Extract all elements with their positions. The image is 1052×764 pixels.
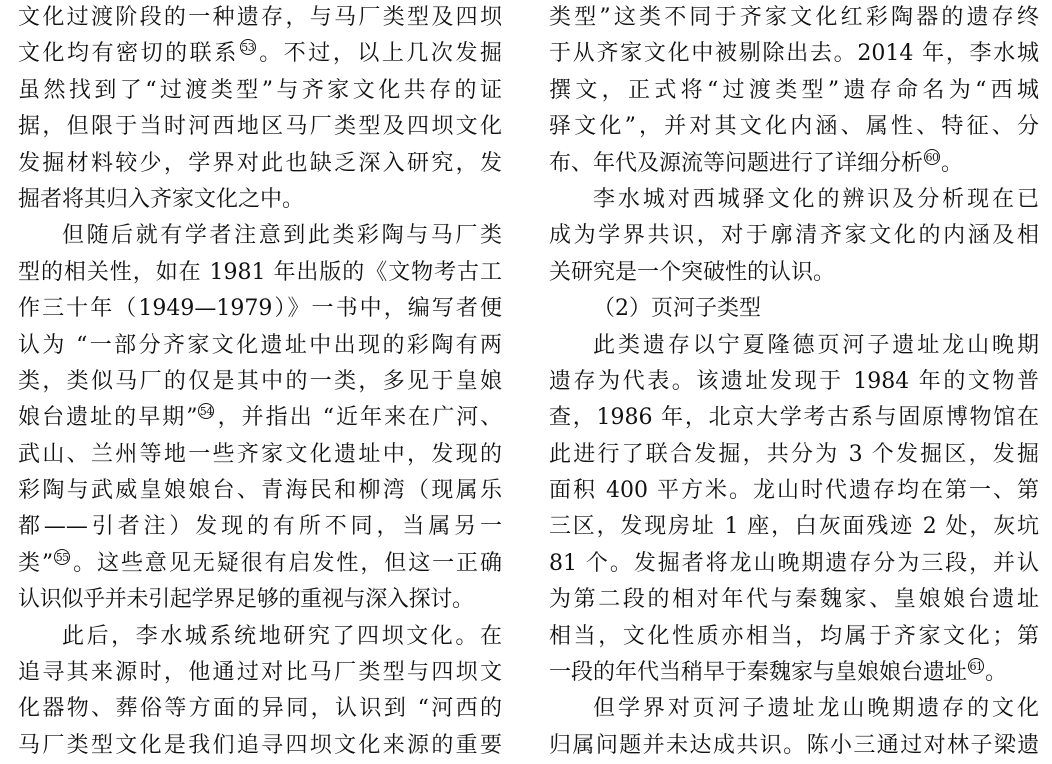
paragraph-start-line: 此类遗存以宁夏隆德页河子遗址龙山晚期 bbox=[593, 332, 1039, 358]
footnote-marker[interactable]: 54 bbox=[199, 405, 213, 419]
text-line: 作三十年（1949—1979）》一书中，编写者便 bbox=[18, 296, 502, 322]
footnote-marker[interactable]: 61 bbox=[969, 660, 983, 674]
text-line: 都——引者注）发现的有所不同，当属另一 bbox=[18, 514, 502, 540]
text-line: 于从齐家文化中被剔除出去。2014 年，李水城 bbox=[549, 41, 1039, 67]
text-line: 彩陶与武威皇娘娘台、青海民和柳湾（现属乐 bbox=[18, 478, 502, 504]
paragraph-start-line: 但随后就有学者注意到此类彩陶与马厂类 bbox=[62, 223, 502, 249]
text-line: 三区，发现房址 1 座，白灰面残迹 2 处，灰坑 bbox=[549, 514, 1039, 540]
section-heading: （2）页河子类型 bbox=[593, 296, 761, 322]
text-line: 型的相关性，如在 1981 年出版的《文物考古工 bbox=[18, 259, 502, 285]
text-line: 文化过渡阶段的一种遗存，与马厂类型及四坝 bbox=[18, 5, 502, 30]
text-line: 类，类似马厂的仅是其中的一类，多见于皇娘 bbox=[18, 368, 502, 394]
text-line: 驿文化”，并对其文化内涵、属性、特征、分 bbox=[549, 114, 1039, 140]
text-line: 归属问题并未达成共识。陈小三通过对林子梁遗 bbox=[549, 732, 1039, 758]
footnote-marker[interactable]: 53 bbox=[241, 41, 255, 55]
text-line: 遗存为代表。该遗址发现于 1984 年的文物普 bbox=[549, 368, 1039, 394]
right-text-column bbox=[549, 0, 1039, 764]
text-line: 面积 400 平方米。龙山时代遗存均在第一、第 bbox=[549, 478, 1039, 504]
text-line: 化器物、葬俗等方面的异同，认识到 “河西的 bbox=[18, 696, 502, 722]
paragraph-start-line: 此后，李水城系统地研究了四坝文化。在 bbox=[62, 623, 502, 649]
text-line: 关研究是一个突破性的认识。 bbox=[549, 259, 836, 285]
text-line: 类型”这类不同于齐家文化红彩陶器的遗存终 bbox=[549, 5, 1039, 30]
text-line: 类” 55 。这些意见无疑很有启发性，但这一正确 bbox=[18, 550, 502, 576]
text-line: 查，1986 年，北京大学考古系与固原博物馆在 bbox=[549, 405, 1039, 431]
text-line: 撰文，正式将“过渡类型”遗存命名为“西城 bbox=[549, 77, 1039, 103]
paragraph-start-line: 李水城对西城驿文化的辨识及分析现在已 bbox=[593, 186, 1039, 212]
text-line: 一段的年代当稍早于秦魏家与皇娘娘台遗址 61 。 bbox=[549, 660, 1008, 686]
text-line: 发掘材料较少，学界对此也缺乏深入研究，发 bbox=[18, 150, 502, 176]
paragraph-start-line: 但学界对页河子遗址龙山晚期遗存的文化 bbox=[593, 696, 1039, 722]
text-line: 武山、兰州等地一些齐家文化遗址中，发现的 bbox=[18, 441, 502, 467]
text-line: 相当，文化性质亦相当，均属于齐家文化；第 bbox=[549, 623, 1039, 649]
text-line: 为第二段的相对年代与秦魏家、皇娘娘台遗址 bbox=[549, 587, 1039, 613]
text-line: 文化均有密切的联系 53 。不过，以上几次发掘 bbox=[18, 41, 502, 67]
text-line: 马厂类型文化是我们追寻四坝文化来源的重要 bbox=[18, 732, 502, 758]
footnote-marker[interactable]: 55 bbox=[55, 550, 69, 564]
text-line: 据，但限于当时河西地区马厂类型及四坝文化 bbox=[18, 114, 502, 140]
text-line: 成为学界共识，对于廓清齐家文化的内涵及相 bbox=[549, 223, 1039, 249]
text-line: 虽然找到了“过渡类型”与齐家文化共存的证 bbox=[18, 77, 502, 103]
text-line: 掘者将其归入齐家文化之中。 bbox=[18, 186, 305, 212]
text-line: 认为 “一部分齐家文化遗址中出现的彩陶有两 bbox=[18, 332, 502, 358]
text-line: 81 个。发掘者将龙山晚期遗存分为三段，并认 bbox=[549, 550, 1039, 576]
text-line: 追寻其来源时，他通过对比马厂类型与四坝文 bbox=[18, 660, 502, 686]
footnote-marker[interactable]: 60 bbox=[925, 150, 939, 164]
text-line: 布、年代及源流等问题进行了详细分析 60 。 bbox=[549, 150, 964, 176]
text-line: 此进行了联合发掘，共分为 3 个发掘区，发掘 bbox=[549, 441, 1039, 467]
left-text-column bbox=[18, 0, 502, 764]
text-line: 认识似乎并未引起学界足够的重视与深入探讨。 bbox=[18, 587, 474, 613]
text-line: 娘台遗址的早期” 54 ，并指出 “近年来在广河、 bbox=[18, 405, 502, 431]
